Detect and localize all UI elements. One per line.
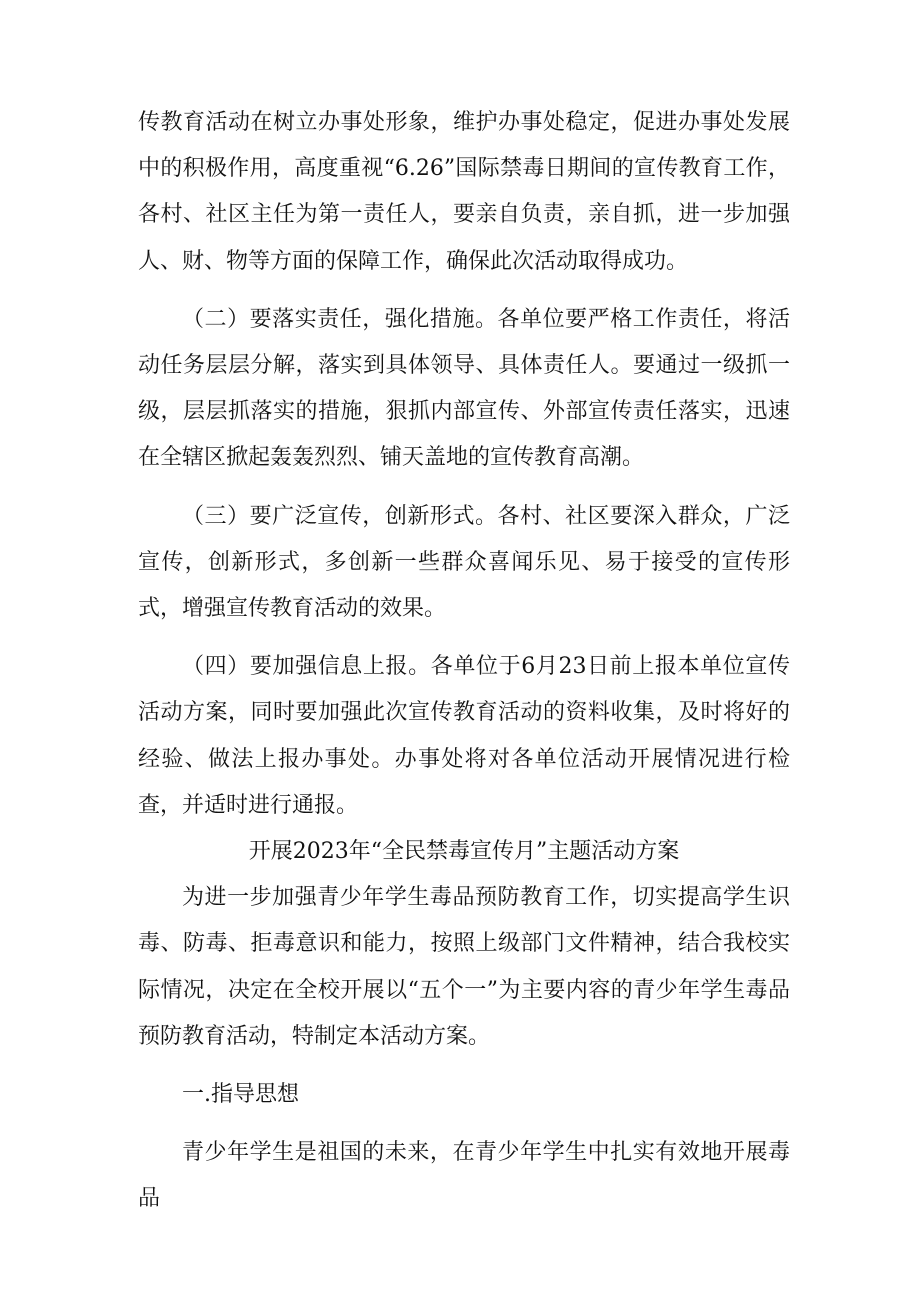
paragraph-item-two: （二）要落实责任，强化措施。各单位要严格工作责任，将活动任务层层分解，落实到具体领导、具体责任人。要通过一级抓一级，层层抓落实的措施，狠抓内部宣传、外部宣传责任落实，迅速在全辖区掀起轰轰烈烈、铺天盖地的宣传教育高潮。 [138, 306, 790, 471]
heading-guiding-thought: 一.指导思想 [182, 1082, 299, 1108]
paragraph-continuation: 传教育活动在树立办事处形象，维护办事处稳定，促进办事处发展中的积极作用，高度重视“6.26”国际禁毒日期间的宣传教育工作，各村、社区主任为第一责任人，要亲自负责，亲自抓，进一步加强人、财、物等方面的保障工作，确保此次活动取得成功。 [138, 110, 790, 274]
paragraph-item-four: （四）要加强信息上报。各单位于6月23日前上报本单位宣传活动方案，同时要加强此次宣传教育活动的资料收集，及时将好的经验、做法上报办事处。办事处将对各单位活动开展情况进行检查，并适时进行通报。 [138, 654, 790, 818]
section-title: 开展2023年“全民禁毒宣传月”主题活动方案 [248, 839, 680, 865]
paragraph-intro: 为进一步加强青少年学生毒品预防教育工作，切实提高学生识毒、防毒、拒毒意识和能力，按照上级部门文件精神，结合我校实际情况，决定在全校开展以“五个一”为主要内容的青少年学生毒品预防教育活动，特制定本活动方案。 [138, 885, 790, 1049]
document-body [138, 100, 790, 1223]
paragraph-guiding-thought: 青少年学生是祖国的未来，在青少年学生中扎实有效地开展毒品 [138, 1140, 790, 1212]
paragraph-item-three: （三）要广泛宣传，创新形式。各村、社区要深入群众，广泛宣传，创新形式，多创新一些群众喜闻乐见、易于接受的宣传形式，增强宣传教育活动的效果。 [138, 503, 790, 622]
